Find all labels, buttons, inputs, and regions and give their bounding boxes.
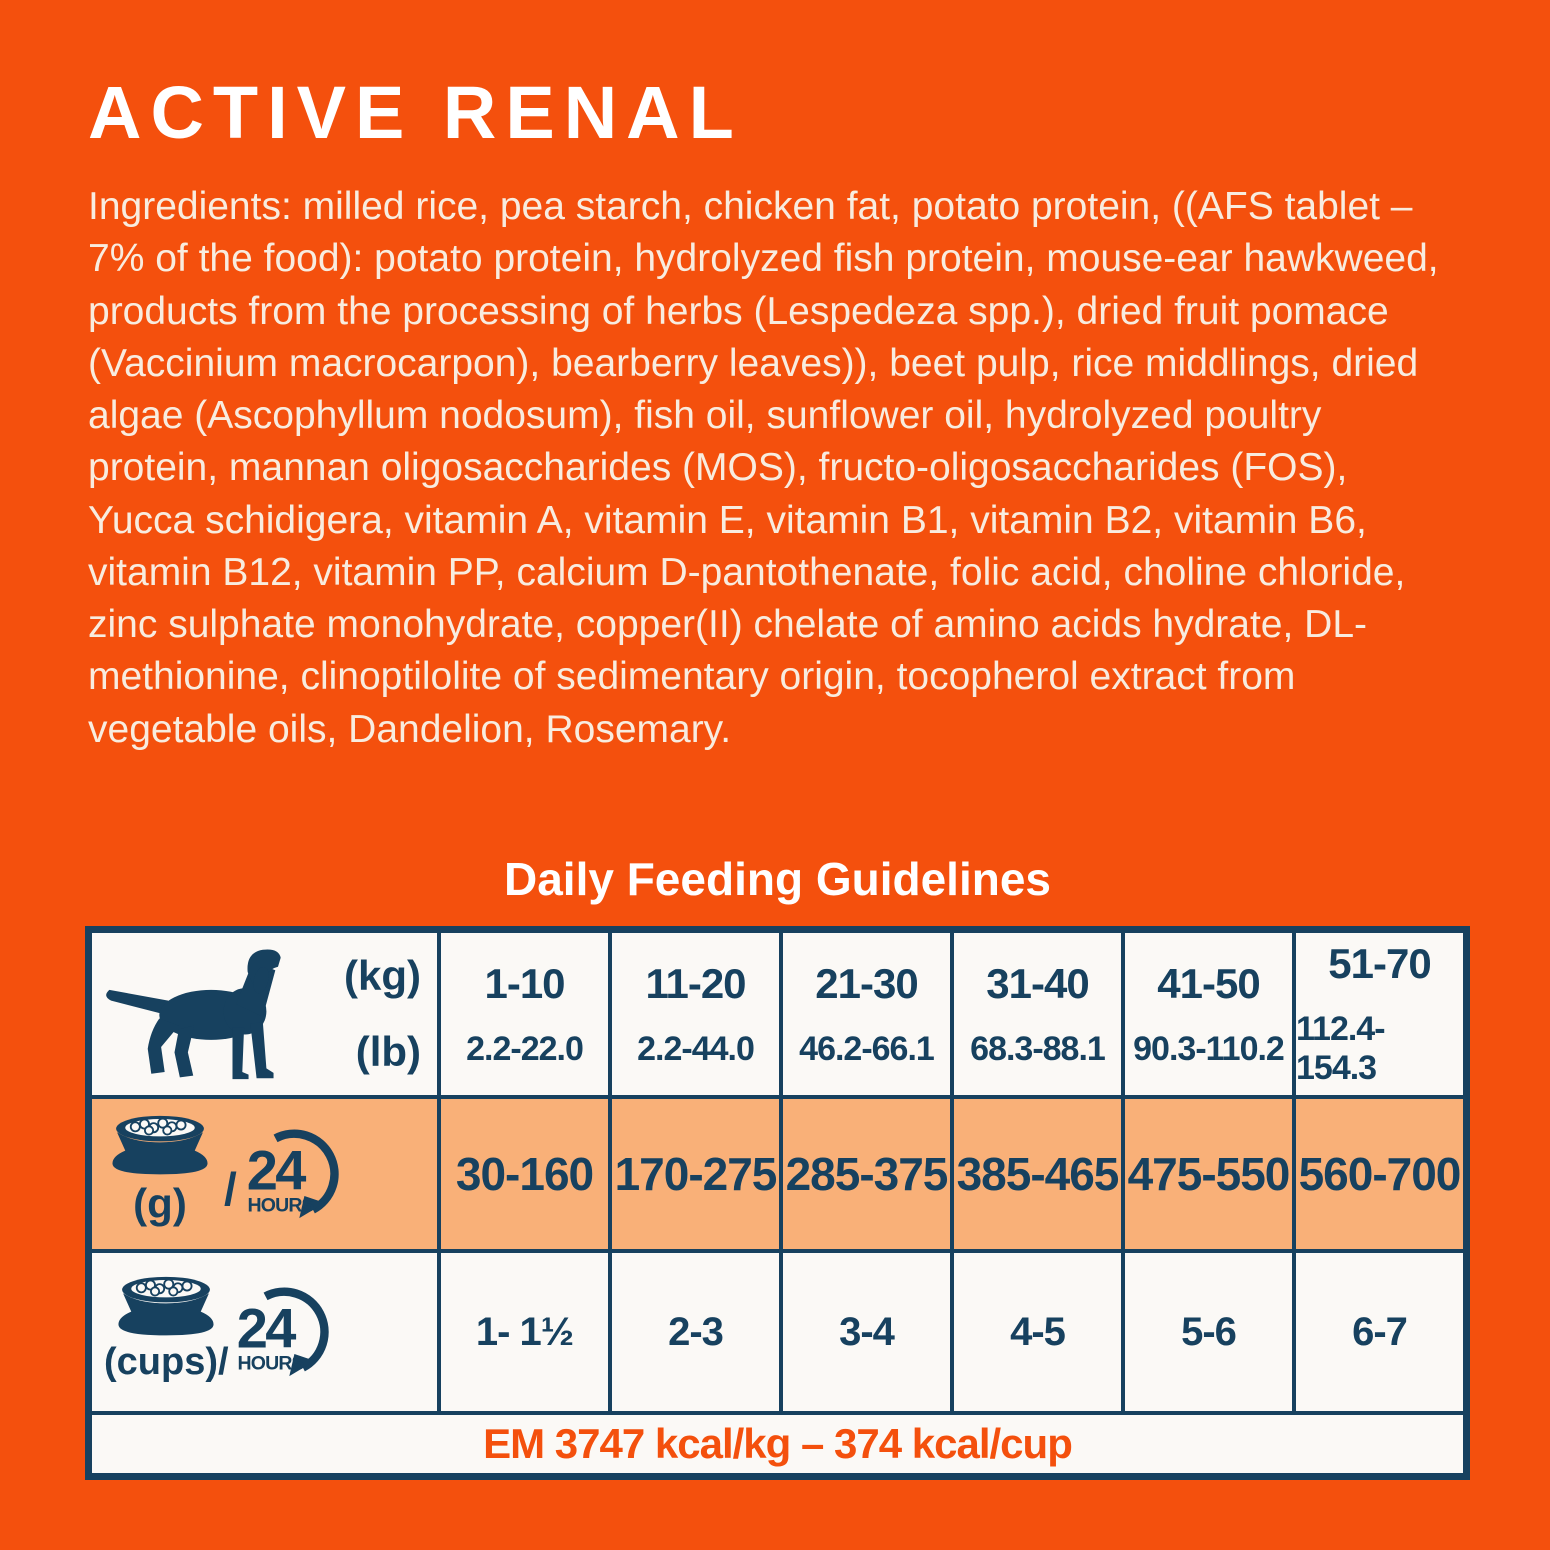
cups-header-cell	[92, 1253, 437, 1411]
24-hours-icon	[235, 1280, 347, 1384]
cups-value-cell: 1- 1½	[441, 1253, 608, 1411]
cups-value-cell: 6-7	[1296, 1253, 1463, 1411]
weight-range-cell: 41-50 90.3-110.2	[1125, 933, 1292, 1095]
feeding-guidelines-section	[85, 852, 1470, 1480]
page-title: ACTIVE RENAL	[88, 71, 743, 154]
grams-value-cell: 30-160	[441, 1099, 608, 1249]
cups-value-cell: 5-6	[1125, 1253, 1292, 1411]
weight-range-cell: 31-40 68.3-88.1	[954, 933, 1121, 1095]
svg-text:HOURS: HOURS	[237, 1352, 304, 1375]
kg-unit-label: (kg)	[344, 952, 421, 999]
label-top-section	[0, 0, 1550, 756]
weight-range-cell: 21-30 46.2-66.1	[783, 933, 950, 1095]
weight-unit-labels	[344, 952, 427, 1076]
grams-value-cell: 170-275	[612, 1099, 779, 1249]
grams-value-cell: 560-700	[1296, 1099, 1463, 1249]
weight-header-cell	[92, 933, 437, 1095]
grams-value-cell: 285-375	[783, 1099, 950, 1249]
lb-unit-label: (lb)	[355, 1028, 421, 1075]
svg-text:24: 24	[236, 1296, 294, 1360]
svg-text:24: 24	[246, 1138, 304, 1202]
grams-value-cell: 385-465	[954, 1099, 1121, 1249]
weight-range-cell: 1-10 2.2-22.0	[441, 933, 608, 1095]
24-hours-icon	[245, 1122, 357, 1226]
dog-icon	[104, 944, 336, 1084]
feeding-guidelines-heading: Daily Feeding Guidelines	[503, 853, 1051, 905]
weight-range-cell: 51-70 112.4-154.3	[1296, 933, 1463, 1095]
grams-value-cell: 475-550	[1125, 1099, 1292, 1249]
svg-text:HOURS: HOURS	[247, 1194, 314, 1217]
grams-unit-label: (g)	[133, 1180, 187, 1227]
cups-value-cell: 2-3	[612, 1253, 779, 1411]
cups-value-cell: 4-5	[954, 1253, 1121, 1411]
cups-unit-label: (cups)/	[104, 1340, 229, 1383]
bowl-icon	[110, 1275, 222, 1339]
feeding-table	[85, 926, 1470, 1480]
grams-header-cell	[92, 1099, 437, 1249]
cups-value-cell: 3-4	[783, 1253, 950, 1411]
per-separator: /	[224, 1163, 237, 1215]
ingredients-text: Ingredients: milled rice, pea starch, chicken fat, potato protein, ((AFS tablet – 7% of the food): potato protein, hydrolyzed fish protein, mouse-ear hawkweed, products from the processing of herbs (Lespedeza spp.), dried fruit pomace (Vaccinium macrocarpon), bearberry leaves)), beet pulp, rice middlings, dried algae (Ascophyllum nodosum), fish oil, sunflower oil, hydrolyzed poultry protein, mannan oligosaccharides (MOS), fructo-oligosaccharides (FOS), Yucca schidigera, vitamin A, vitamin E, vitamin B1, vitamin B2, vitamin B6, vitamin B12, vitamin PP, calcium D-pantothenate, folic acid, choline chloride, zinc sulphate monohydrate, copper(II) chelate of amino acids hydrate, DL-methionine, clinoptilolite of sedimentary origin, tocopherol extract from vegetable oils, Dandelion, Rosemary.	[88, 185, 1439, 751]
weight-range-cell: 11-20 2.2-44.0	[612, 933, 779, 1095]
energy-note: EM 3747 kcal/kg – 374 kcal/cup	[92, 1415, 1463, 1473]
bowl-icon	[104, 1114, 216, 1178]
